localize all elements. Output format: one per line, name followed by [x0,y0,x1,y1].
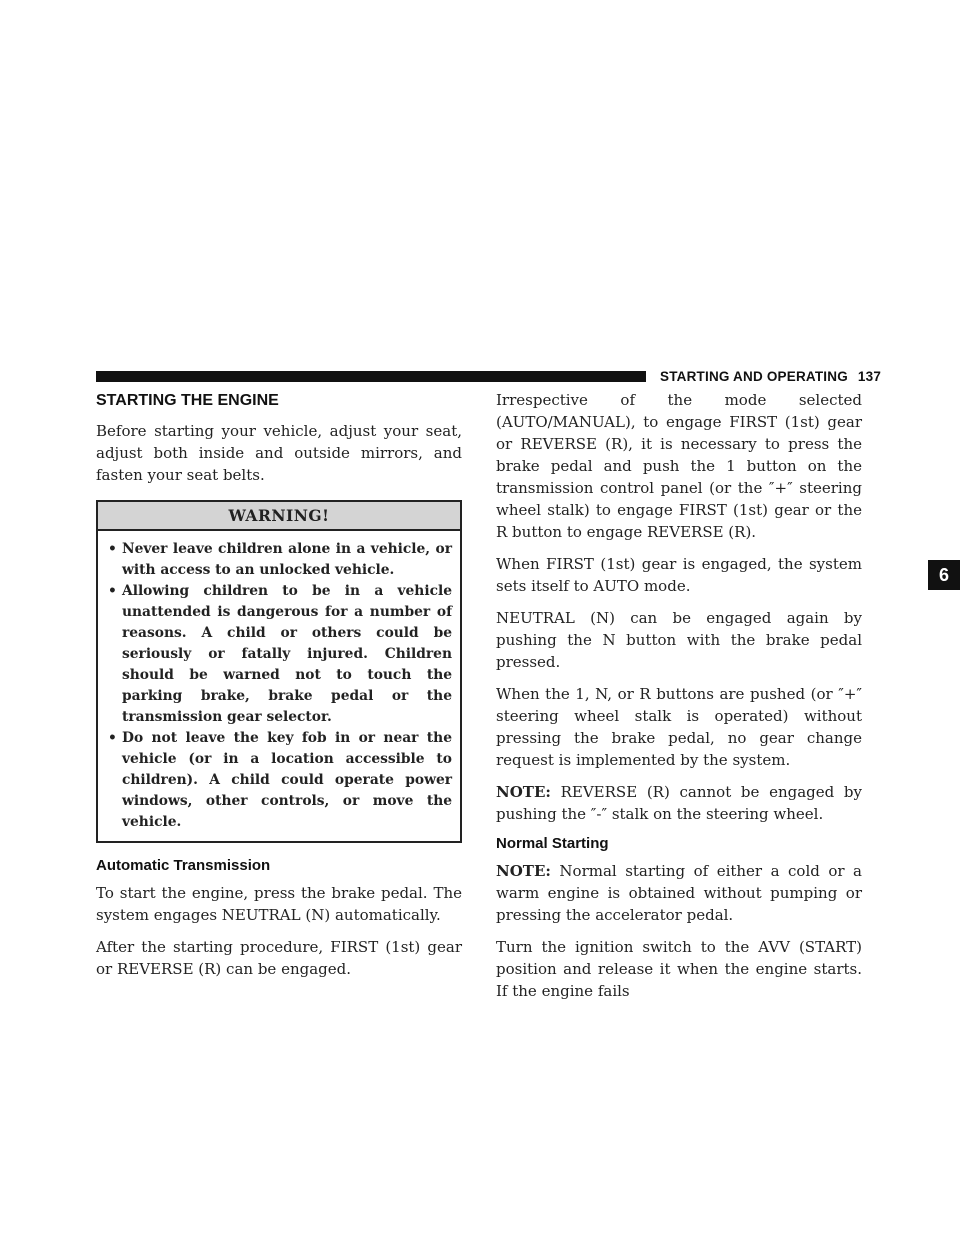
note-label: NOTE: [496,862,551,880]
subheading-normal-starting: Normal Starting [496,835,609,852]
bullet-icon: • [108,730,117,746]
warning-title: WARNING! [98,502,460,531]
note-label: NOTE: [496,783,551,801]
header-rule [96,371,646,382]
paragraph: When the 1, N, or R buttons are pushed (or ″+″ steering wheel stalk is operated) without pressing the brake pedal, no gear change request is implemented by the system. [496,685,862,769]
left-column [96,392,462,990]
paragraph: When FIRST (1st) gear is engaged, the system sets itself to AUTO mode. [496,555,862,595]
bullet-icon: • [108,583,117,599]
warning-list [98,531,460,841]
paragraph: To start the engine, press the brake pedal. The system engages NEUTRAL (N) automatically. [96,884,462,924]
paragraph: NEUTRAL (N) can be engaged again by pushing the N button with the brake pedal pressed. [496,609,862,671]
warning-item: • Allowing children to be in a vehicle unattended is dangerous for a number of reasons. A child or others could be seriously or fatally injured. Children should be warned not to touch the parking brake, brake pedal or the transmission gear selector. [108,583,452,725]
section-title: STARTING AND OPERATING [660,369,848,384]
warning-box [96,500,462,843]
subheading-automatic-transmission: Automatic Transmission [96,857,271,874]
paragraph: After the starting procedure, FIRST (1st) gear or REVERSE (R) can be engaged. [96,938,462,978]
paragraph: Turn the ignition switch to the AVV (START) position and release it when the engine starts. If the engine fails [496,938,862,1000]
bullet-icon: • [108,541,117,557]
note-paragraph: NOTE: Normal starting of either a cold or a warm engine is obtained without pumping or pressing the accelerator pedal. [496,862,862,924]
warning-item: • Never leave children alone in a vehicle, or with access to an unlocked vehicle. [108,541,452,578]
right-column [496,389,862,1012]
paragraph: Irrespective of the mode selected (AUTO/MANUAL), to engage FIRST (1st) gear or REVERSE (R), it is necessary to press the brake pedal and push the 1 button on the transmission control panel (or the ″+″ steering wheel stalk) to engage FIRST (1st) gear or the R button to engage REVERSE (R). [496,391,862,541]
warning-item: • Do not leave the key fob in or near the vehicle (or in a location accessible to children). A child could operate power windows, other controls, or move the vehicle. [108,730,452,830]
page-number: 137 [857,369,882,384]
intro-paragraph: Before starting your vehicle, adjust your seat, adjust both inside and outside mirrors, and fasten your seat belts. [96,422,462,484]
note-paragraph: NOTE: REVERSE (R) cannot be engaged by pushing the ″-″ stalk on the steering wheel. [496,783,862,823]
chapter-tab: 6 [928,560,960,590]
section-heading: STARTING THE ENGINE [96,392,279,409]
running-header [660,369,881,384]
